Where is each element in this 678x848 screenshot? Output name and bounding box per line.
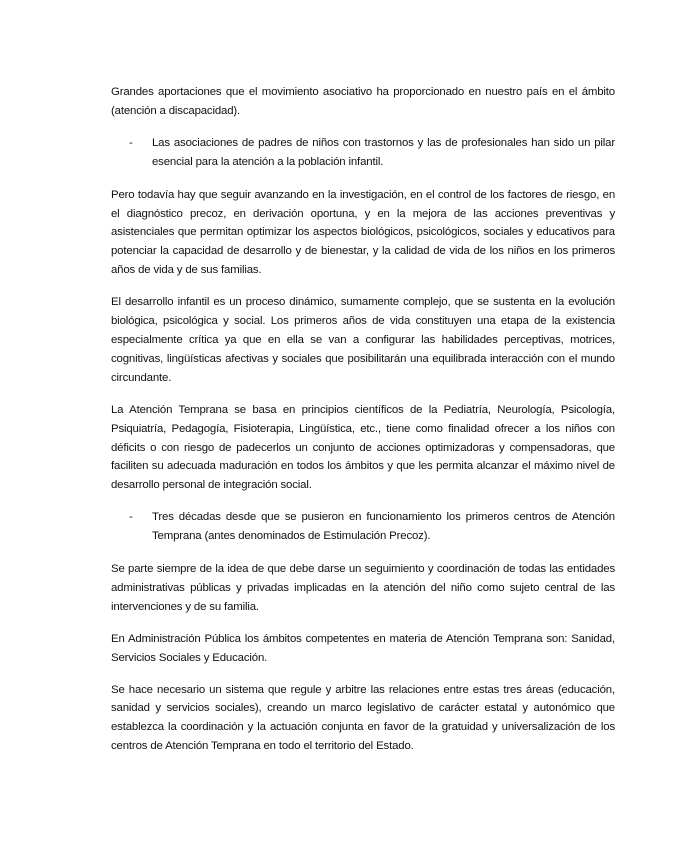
bullet-marker: - <box>129 136 133 149</box>
bullet-marker: - <box>129 511 133 524</box>
document-body <box>111 83 615 769</box>
paragraph-atencion-temprana: La Atención Temprana se basa en principios científicos de la Pediatría, Neurología, Psicología, Psiquiatría, Pedagogía, Fisioterapia, Lingüística, etc., tiene como finalidad ofrecer a los niños con déficits o con riesgo de padecerlos un conjunto de acciones optimizadoras y compensadoras, que faciliten su adecuada maduración en todos los ámbitos y que les permita alcanzar el máximo nivel de desarrollo personal de integración social. <box>111 403 615 492</box>
bullet-text: Tres décadas desde que se pusieron en funcionamiento los primeros centros de Atención Temprana (antes denominados de Estimulación Precoz). <box>152 511 615 543</box>
paragraph-desarrollo-infantil: El desarrollo infantil es un proceso dinámico, sumamente complejo, que se sustenta en la evolución biológica, psicológica y social. Los primeros años de vida constituyen una etapa de la existencia especialmente crítica ya que en ella se van a configurar las habilidades perceptivas, motrices, cognitivas, lingüísticas afectivas y sociales que posibilitarán una equilibrada interacción con el mundo circundante. <box>111 296 615 384</box>
paragraph-administracion-publica: En Administración Pública los ámbitos competentes en materia de Atención Temprana son: Sanidad, Servicios Sociales y Educación. <box>111 632 615 664</box>
bullet-tres-decadas <box>111 508 615 546</box>
paragraph-coordinacion: Se parte siempre de la idea de que debe darse un seguimiento y coordinación de todas las entidades administrativas públicas y privadas implicadas en la atención del niño como sujeto central de las intervenciones y de su familia. <box>111 563 615 613</box>
paragraph-investigacion: Pero todavía hay que seguir avanzando en la investigación, en el control de los factores de riesgo, en el diagnóstico precoz, en derivación oportuna, y en la mejora de las acciones preventivas y asistenciales que permitan optimizar los aspectos biológicos, psicológicos, sociales y educativos para potenciar la capacidad de desarrollo y de bienestar, y la calidad de vida de los niños en los primeros años de vida y de sus familias. <box>111 188 615 277</box>
paragraph-sistema-regulador: Se hace necesario un sistema que regule y arbitre las relaciones entre estas tres áreas (educación, sanidad y servicios sociales), creando un marco legislativo de carácter estatal y autonómico que establezca la coordinación y la actuación conjunta en favor de la gratuidad y universalización de los centros de Atención Temprana en todo el territorio del Estado. <box>111 683 615 753</box>
bullet-asociaciones <box>111 134 615 172</box>
paragraph-aportaciones: Grandes aportaciones que el movimiento asociativo ha proporcionado en nuestro país en el ámbito (atención a discapacidad). <box>111 86 615 117</box>
bullet-text: Las asociaciones de padres de niños con trastornos y las de profesionales han sido un pilar esencial para la atención a la población infantil. <box>152 136 615 168</box>
